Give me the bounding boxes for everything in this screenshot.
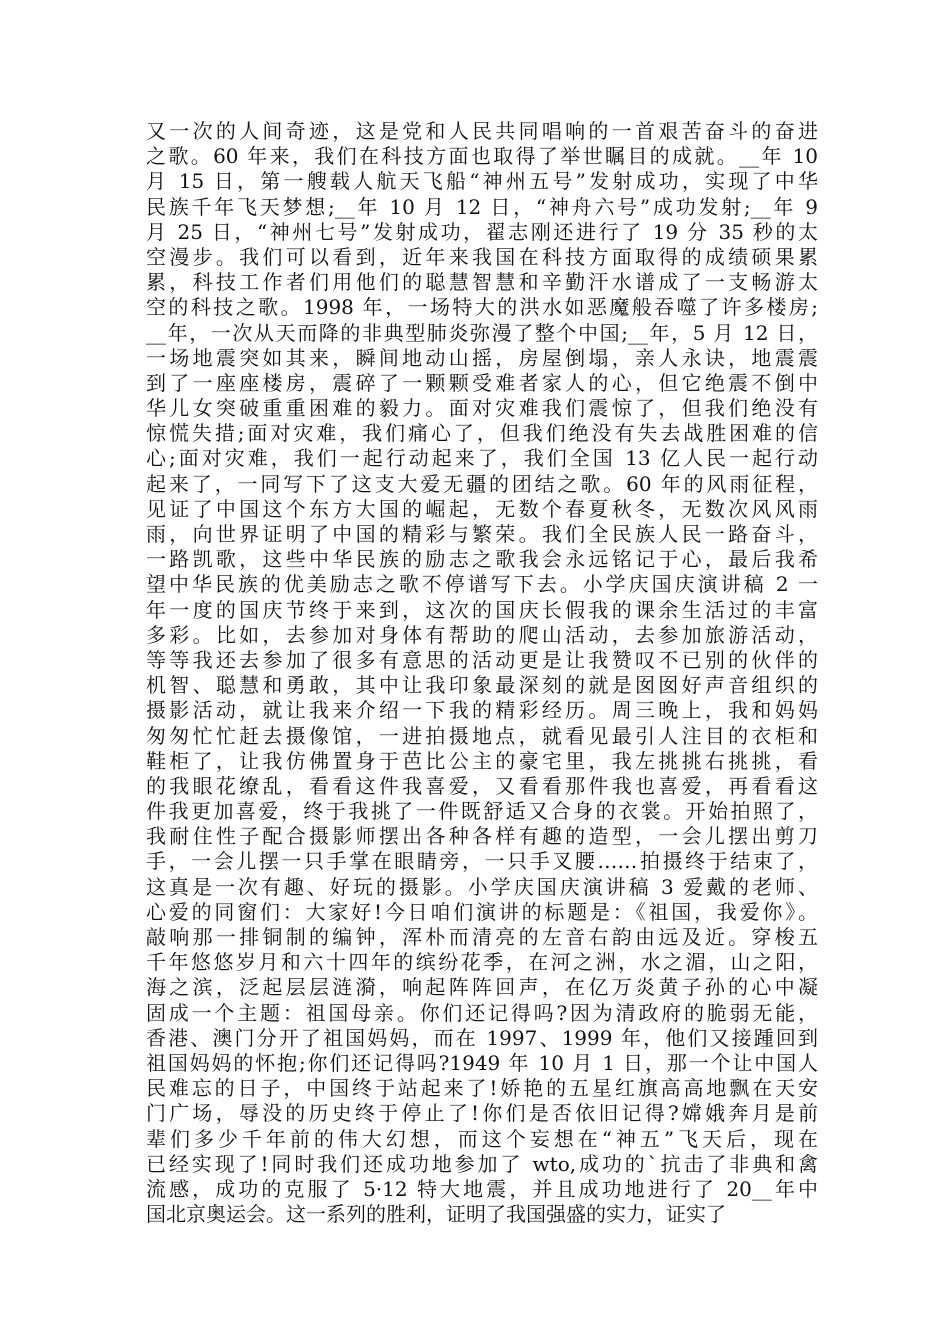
body-text: [146, 119, 818, 1227]
text-line: 千年悠悠岁月和六十四年的缤纷花季，在河之洲，水之湄，山之阳，: [146, 950, 818, 975]
text-line: 这真是一次有趣、好玩的摄影。小学庆国庆演讲稿 3 爱戴的老师、: [146, 874, 818, 899]
text-line: 香港、澳门分开了祖国妈妈，而在 1997、1999 年，他们又接踵回到: [146, 1025, 818, 1050]
text-line: 又一次的人间奇迹，这是党和人民共同唱响的一首艰苦奋斗的奋进: [146, 119, 818, 143]
text-line: 多彩。比如，去参加对身体有帮助的爬山活动，去参加旅游活动，: [146, 622, 818, 647]
text-line: 空的科技之歌。1998 年，一场特大的洪水如恶魔般吞噬了许多楼房;: [146, 295, 818, 320]
text-line: 固成一个主题：祖国母亲。你们还记得吗?因为清政府的脆弱无能，: [146, 1000, 818, 1025]
text-line: 门广场，辱没的历史终于停止了!你们是否依旧记得?嫦娥奔月是前: [146, 1101, 818, 1126]
text-line: 机智、聪慧和勇敢，其中让我印象最深刻的就是囡囡好声音组织的: [146, 673, 818, 698]
text-line: 匆匆忙忙赶去摄像馆，一进拍摄地点，就看见最引人注目的衣柜和: [146, 723, 818, 748]
text-line: 已经实现了!同时我们还成功地参加了 wto,成功的`抗击了非典和禽: [146, 1151, 818, 1176]
text-line: 敲响那一排铜制的编钟，浑朴而清亮的左音右韵由远及近。穿梭五: [146, 925, 818, 949]
text-line: 累，科技工作者们用他们的聪慧智慧和辛勤汗水谱成了一支畅游太: [146, 270, 818, 295]
text-line: 祖国妈妈的怀抱;你们还记得吗?1949 年 10 月 1 日，那一个让中国人: [146, 1050, 818, 1075]
text-line: 之歌。60 年来，我们在科技方面也取得了举世瞩目的成就。__年 10: [146, 144, 818, 169]
text-line: 民族千年飞天梦想;__年 10 月 12 日，“神舟六号”成功发射;__年 9: [146, 194, 818, 219]
text-line: 雨，向世界证明了中国的精彩与繁荣。我们全民族人民一路奋斗，: [146, 522, 818, 546]
text-line: 一路凯歌，这些中华民族的励志之歌我会永远铭记于心，最后我希: [146, 547, 818, 572]
text-line: 辈们多少千年前的伟大幻想，而这个妄想在“神五”飞天后，现在: [146, 1126, 818, 1151]
text-line: 起来了，一同写下了这支大爱无疆的团结之歌。60 年的风雨征程，: [146, 471, 818, 496]
text-line: 的我眼花缭乱，看看这件我喜爱，又看看那件我也喜爱，再看看这: [146, 773, 818, 798]
text-line: 民难忘的日子，中国终于站起来了!娇艳的五星红旗高高地飘在天安: [146, 1076, 818, 1101]
text-line: 鞋柜了，让我仿佛置身于芭比公主的豪宅里，我左挑挑右挑挑，看: [146, 748, 818, 773]
text-line: 月 15 日，第一艘载人航天飞船“神州五号”发射成功，实现了中华: [146, 169, 818, 194]
text-line: 望中华民族的优美励志之歌不停谱写下去。小学庆国庆演讲稿 2 一: [146, 572, 818, 597]
text-line: 到了一座座楼房，震碎了一颗颗受难者家人的心，但它绝震不倒中: [146, 370, 818, 395]
text-line: 心;面对灾难，我们一起行动起来了，我们全国 13 亿人民一起行动: [146, 446, 818, 471]
text-line: 心爱的同窗们：大家好!今日咱们演讲的标题是：《祖国，我爱你》。: [146, 899, 818, 924]
text-line: 一场地震突如其来，瞬间地动山摇，房屋倒塌，亲人永诀，地震震: [146, 345, 818, 370]
text-line: 我耐住性子配合摄影师摆出各种各样有趣的造型，一会儿摆出剪刀: [146, 824, 818, 849]
text-line: 年一度的国庆节终于来到，这次的国庆长假我的课余生活过的丰富: [146, 597, 818, 622]
text-line: 流感，成功的克服了 5·12 特大地震，并且成功地进行了 20__年中: [146, 1176, 818, 1201]
text-line: 月 25 日，“神州七号”发射成功，翟志刚还进行了 19 分 35 秒的太: [146, 219, 818, 244]
text-line: 惊慌失措;面对灾难，我们痛心了，但我们绝没有失去战胜困难的信: [146, 421, 818, 446]
text-line: 件我更加喜爱，终于我挑了一件既舒适又合身的衣裳。开始拍照了，: [146, 799, 818, 824]
text-line: 手，一会儿摆一只手掌在眼睛旁，一只手叉腰……拍摄终于结束了，: [146, 849, 818, 874]
text-line: 摄影活动，就让我来介绍一下我的精彩经历。周三晚上，我和妈妈: [146, 698, 818, 723]
text-line: 国北京奥运会。这一系列的胜利，证明了我国强盛的实力，证实了: [146, 1202, 726, 1227]
text-line: 见证了中国这个东方大国的崛起，无数个春夏秋冬，无数次风风雨: [146, 496, 818, 521]
text-line: 空漫步。我们可以看到，近年来我国在科技方面取得的成绩硕果累: [146, 244, 818, 269]
text-line: 华儿女突破重重困难的毅力。面对灾难我们震惊了，但我们绝没有: [146, 396, 818, 421]
text-line: 等等我还去参加了很多有意思的活动更是让我赞叹不已别的伙伴的: [146, 647, 818, 672]
text-line: __年，一次从天而降的非典型肺炎弥漫了整个中国;__年，5 月 12 日，: [146, 320, 818, 345]
text-line: 海之滨，泛起层层涟漪，响起阵阵回声，在亿万炎黄子孙的心中凝: [146, 975, 818, 1000]
